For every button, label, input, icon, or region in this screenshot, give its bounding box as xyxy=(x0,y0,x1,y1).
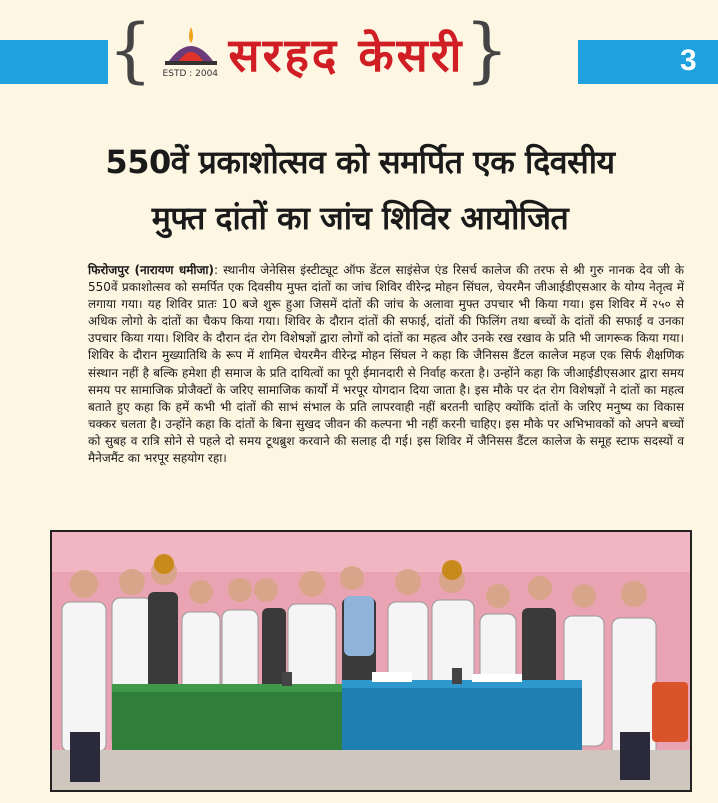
left-brace: { xyxy=(108,9,153,91)
article-headline xyxy=(22,134,698,246)
page-number: 3 xyxy=(680,44,697,77)
newspaper-name: सरहद केसरी xyxy=(228,28,465,82)
newspaper-logo xyxy=(159,21,223,87)
masthead xyxy=(0,0,718,110)
group-photo-illustration xyxy=(52,532,690,790)
lamp-logo-icon xyxy=(159,21,223,69)
article-byline: फिरोजपुर (नारायण धमीजा) xyxy=(88,263,215,277)
right-brace: } xyxy=(464,9,510,91)
estd-text: ESTD : 2004 xyxy=(162,69,219,79)
masthead-title-box xyxy=(108,10,578,98)
article-body xyxy=(88,262,684,467)
headline-line-2: मुफ्त दांतों का जांच शिविर आयोजित xyxy=(151,199,569,237)
group-photo xyxy=(50,530,692,792)
article-body-text: : स्थानीय जेनेसिस इंस्टीट्यूट ऑफ डेंटल साइंसेज एंड रिसर्च कालेज की तरफ से श्री गुरु नानक देव जी के 550वें प्रकाशोत्सव को समर्पित एक दिवसीय मुफ्त दांतों का जांच शिविर वीरेन्द्र मोहन सिंघल, चेयरमैन जीआईडीएसआर के योग्य नेतृत्व में लगाया गया। यह शिविर प्रातः 10 बजे शुरू हुआ जिसमें दांतों की जांच के अलावा मुफ्त उपचार भी किया गया। इस शिविर में २५० से अधिक लोगो के दांतों का चैकप किया गया। शिविर के दौरान दांतों की सफाई, दांतों की फिलिंग तथा बच्चों के दांतों की सफाई व उनका उपचार किया गया। शिविर के दौरान दंत रोग विशेषज्ञों द्वारा लोगों को दांतों का महत्व और उनके रख रखाव के प्रति भी जागरूक किया गया। शिविर के दौरान मुख्यातिथि के रूप में शामिल चेयरमैन वीरेन्द्र मोहन सिंघल ने कहा कि जैनिसस डैंटल कालेज महज एक सिर्फ शैक्षणिक संस्थान नहीं है बल्कि हमेशा ही समाज के प्रति दायित्वों का पूरी ईमानदारी से निर्वाह करता है। उन्होंने कहा कि जीआईडीएसआर द्वारा समय समय पर सामाजिक प्रोजैक्टों के जरिए सामाजिक कार्यों में भरपूर योगदान दिया जाता है। इस मौके पर दंत रोग विशेषज्ञों ने दांतों का महत्व बताते हुए कहा कि हमें कभी भी दांतों की साभं संभाल के प्रति लापरवाही नहीं बरतनी चाहिए क्योंकि दांतों के जरिए मनुष्य का विकास चक्कर चलता है। उन्होंने कहा कि दांतों के बिना सुखद जीवन की कल्पना भी नहीं करनी चाहिए। इस मौके पर अभिभावकों को अपने बच्चों को सुबह व रात्रि सोने से पहले दो समय टूथब्रुश करवाने की सलाह दी गई। इस शिविर में जैनिसस डैंटल कालेज के समूह स्टाफ सदस्यों व मैनेजमैंट का भरपूर सहयोग रहा। xyxy=(88,263,684,466)
headline-line-1: 550वें प्रकाशोत्सव को समर्पित एक दिवसीय xyxy=(105,143,615,181)
